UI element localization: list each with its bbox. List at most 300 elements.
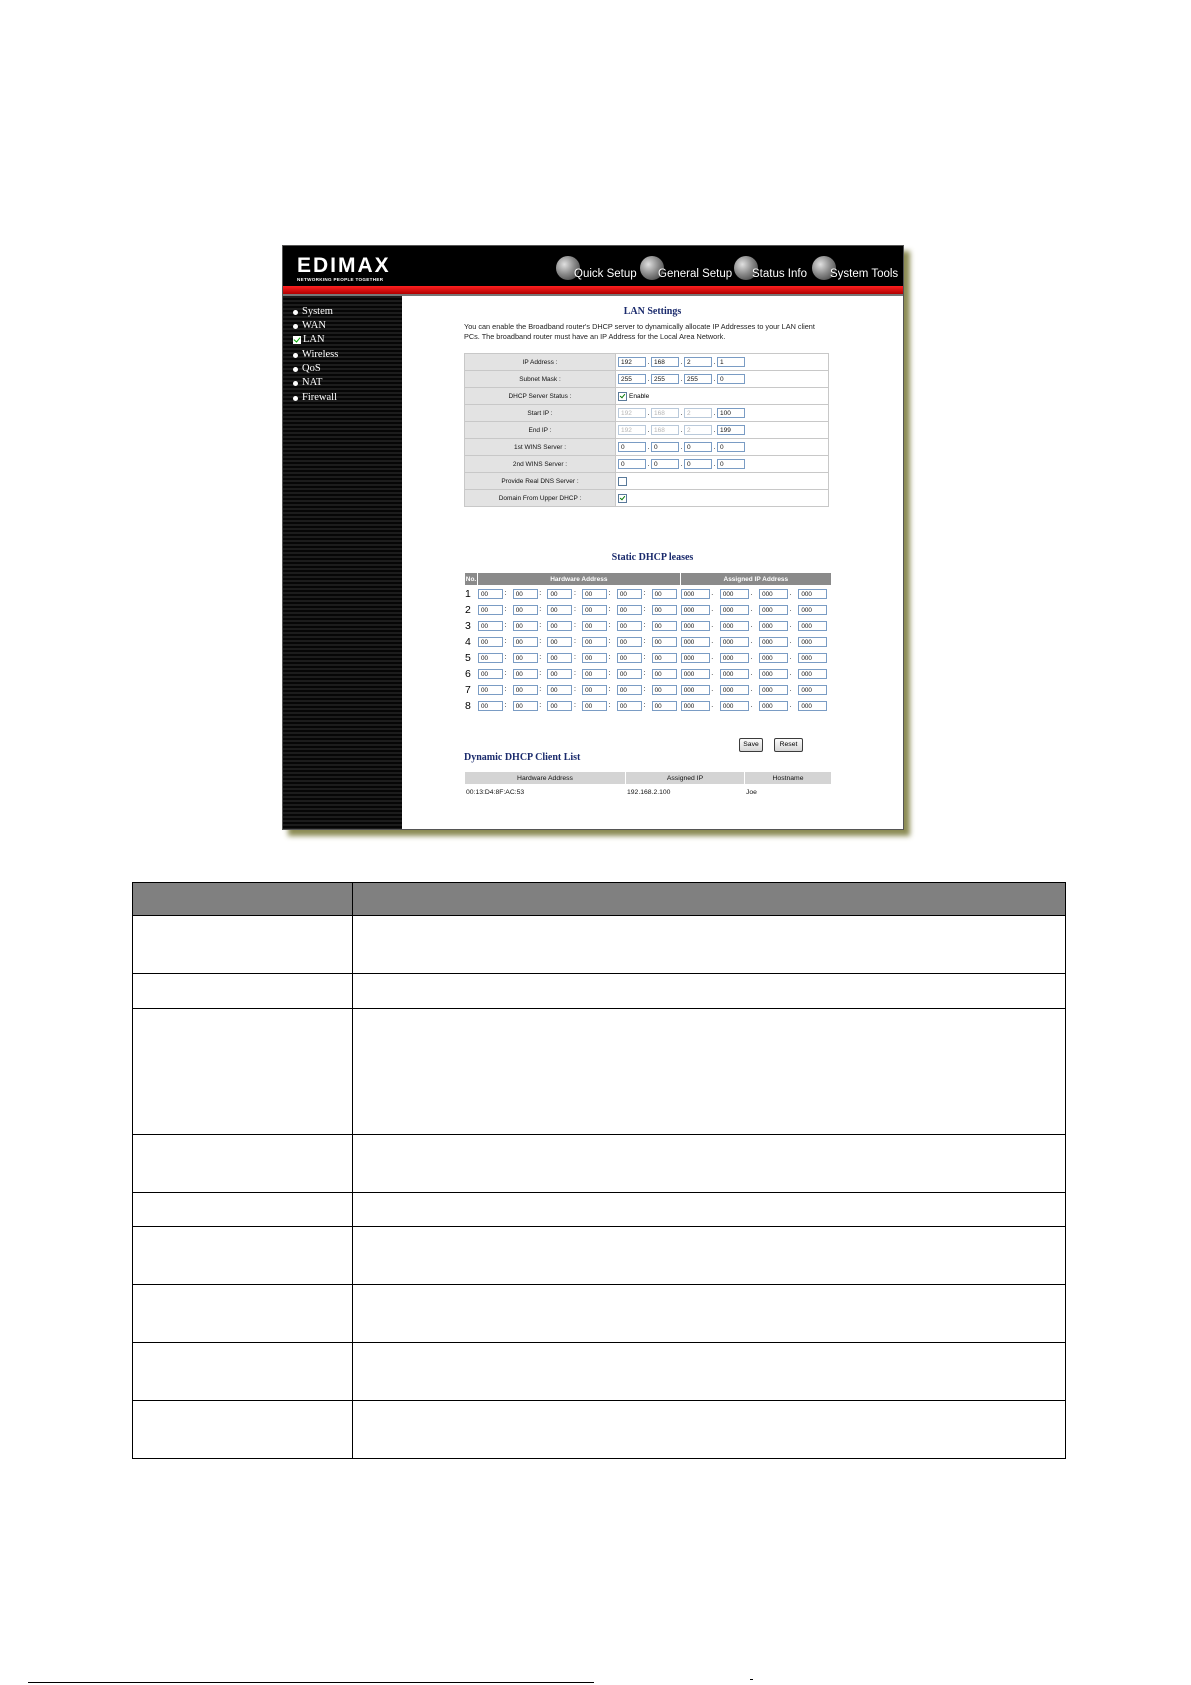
mac-cell [513,698,547,713]
colon-separator: : [573,638,576,645]
mac-cell [513,586,547,601]
ip-octet-input[interactable]: 000 [759,605,788,615]
dot-separator: . [647,375,650,383]
ip-octet-input[interactable]: 000 [720,621,749,631]
dot-separator: . [713,409,716,417]
field-value [616,388,829,405]
main-panel [402,296,903,829]
mac-cell [478,602,512,617]
mac-octet-input[interactable]: 00 [652,669,677,679]
mac-cell [547,666,581,681]
doc-header-cell-1 [133,883,353,916]
ip-cell [681,666,719,681]
doc-header-cell-2 [353,883,1066,916]
mac-octet-input[interactable]: 00 [652,701,677,711]
colon-separator: : [643,606,646,613]
ip-octet-input[interactable]: 000 [681,621,710,631]
dot-separator: . [680,443,683,451]
lease-row [465,698,831,713]
mac-octet-input[interactable]: 00 [513,669,538,679]
doc-cell-parameter [133,1227,353,1285]
mac-octet-input[interactable]: 00 [582,621,607,631]
ip-octet-input[interactable]: 0 [651,442,679,452]
colon-separator: : [608,670,611,677]
ip-octet-input[interactable]: 000 [720,589,749,599]
mac-octet-input[interactable]: 00 [617,621,642,631]
checkbox-label: Enable [629,392,650,400]
mac-octet-input[interactable]: 00 [652,621,677,631]
client-row [465,785,831,799]
mac-cell [652,650,680,665]
ip-octet-input[interactable]: 000 [798,589,827,599]
colon-separator: : [608,638,611,645]
lease-number: 1 [465,587,471,600]
dot-separator: . [711,686,714,693]
sidebar-item-label: Wireless [302,349,339,360]
mac-octet-input[interactable]: 00 [513,653,538,663]
ip-octet-input[interactable]: 1 [717,357,745,367]
ip-octet-input[interactable]: 000 [759,685,788,695]
sidebar-item-nat[interactable] [293,376,322,390]
ip-octet-input[interactable]: 000 [798,653,827,663]
dot-separator: . [789,670,792,677]
ip-cell [720,650,758,665]
ip-octet-input[interactable]: 000 [798,669,827,679]
dot-separator: . [789,590,792,597]
doc-cell-description [353,1285,1066,1343]
doc-cell-description [353,974,1066,1009]
col-no: No. [465,573,477,585]
mac-cell [617,650,651,665]
lease-number: 6 [465,667,471,680]
ip-octet-input: 168 [651,425,679,435]
lan-row [465,354,829,371]
colon-separator: : [539,638,542,645]
ip-octet-input[interactable]: 0 [717,442,745,452]
field-value [616,473,829,490]
ip-octet-input[interactable]: 000 [720,653,749,663]
mac-cell [652,634,680,649]
mac-octet-input[interactable]: 00 [582,637,607,647]
field-label: IP Address : [465,354,616,371]
mac-cell [547,634,581,649]
sidebar-item-lan[interactable] [293,333,325,347]
checkbox[interactable] [618,494,627,503]
description-table [132,882,1066,1459]
field-value [616,439,829,456]
mac-octet-input[interactable]: 00 [582,653,607,663]
mac-octet-input[interactable]: 00 [652,605,677,615]
dot-separator: . [711,606,714,613]
router-header [283,246,903,286]
lan-row [465,473,829,490]
dyn-col-hostname: Hostname [745,772,831,784]
mac-cell [478,634,512,649]
dot-separator: . [711,670,714,677]
mac-octet-input[interactable]: 00 [478,605,503,615]
lease-number: 2 [465,603,471,616]
dot-separator: . [750,590,753,597]
doc-row [133,1135,1066,1193]
mac-octet-input[interactable]: 00 [582,685,607,695]
dot-separator: . [647,409,650,417]
ip-octet-input[interactable]: 000 [720,605,749,615]
mac-octet-input[interactable]: 00 [617,669,642,679]
mac-octet-input[interactable]: 00 [547,669,572,679]
mac-octet-input[interactable]: 00 [617,637,642,647]
mac-octet-input[interactable]: 00 [478,621,503,631]
doc-cell-description [353,1401,1066,1459]
mac-cell [582,698,616,713]
colon-separator: : [504,670,507,677]
colon-separator: : [608,590,611,597]
ip-octet-input[interactable]: 000 [759,637,788,647]
mac-cell [478,666,512,681]
sidebar-item-label: QoS [302,363,321,374]
field-value [616,490,829,507]
mac-cell [582,602,616,617]
ip-octet-input[interactable]: 000 [798,701,827,711]
mac-cell [652,586,680,601]
doc-row [133,1285,1066,1343]
footer-mark [750,1679,753,1680]
mac-octet-input[interactable]: 00 [478,589,503,599]
field-label: Subnet Mask : [465,371,616,388]
mac-octet-input[interactable]: 00 [547,621,572,631]
lan-row [465,388,829,405]
dot-separator: . [713,426,716,434]
doc-row [133,1401,1066,1459]
sidebar-item-wan[interactable] [293,319,326,333]
colon-separator: : [608,702,611,709]
mac-octet-input[interactable]: 00 [652,637,677,647]
doc-row [133,1227,1066,1285]
mac-octet-input[interactable]: 00 [652,685,677,695]
ip-octet-input[interactable]: 000 [681,653,710,663]
lease-number: 5 [465,651,471,664]
ip-cell [759,650,797,665]
ip-cell [759,618,797,633]
doc-cell-parameter [133,1135,353,1193]
ip-cell [759,666,797,681]
ip-cell [798,650,831,665]
mac-cell [617,698,651,713]
colon-separator: : [504,638,507,645]
dot-separator: . [711,654,714,661]
mac-octet-input[interactable]: 00 [478,637,503,647]
sidebar-item-wireless[interactable] [293,348,338,362]
ip-octet-input[interactable]: 0 [684,442,712,452]
nav-general-setup[interactable] [640,252,734,286]
doc-cell-description [353,1227,1066,1285]
lease-number: 3 [465,619,471,632]
colon-separator: : [539,702,542,709]
ip-cell [798,634,831,649]
colon-separator: : [539,606,542,613]
dot-separator: . [750,702,753,709]
mac-octet-input[interactable]: 00 [582,669,607,679]
ip-octet-input[interactable]: 000 [759,669,788,679]
field-label: Domain From Upper DHCP : [465,490,616,507]
ip-octet-input[interactable]: 000 [798,605,827,615]
ip-octet-input[interactable]: 168 [651,357,679,367]
mac-octet-input[interactable]: 00 [478,685,503,695]
ip-octet-input[interactable]: 000 [720,669,749,679]
ip-octet-input[interactable]: 000 [681,701,710,711]
ip-octet-input[interactable]: 2 [684,357,712,367]
colon-separator: : [643,670,646,677]
mac-cell [582,666,616,681]
mac-octet-input[interactable]: 00 [478,701,503,711]
bullet-icon [293,396,298,401]
doc-cell-parameter [133,974,353,1009]
dot-separator: . [713,443,716,451]
mac-octet-input[interactable]: 00 [478,653,503,663]
mac-cell [652,666,680,681]
mac-octet-input[interactable]: 00 [547,701,572,711]
sidebar-item-system[interactable] [293,305,333,319]
mac-octet-input[interactable]: 00 [617,605,642,615]
doc-cell-description [353,1343,1066,1401]
lan-settings-title: LAN Settings [623,306,682,317]
mac-octet-input[interactable]: 00 [513,621,538,631]
mac-octet-input[interactable]: 00 [478,669,503,679]
lan-row [465,405,829,422]
mac-octet-input[interactable]: 00 [547,605,572,615]
colon-separator: : [643,654,646,661]
colon-separator: : [608,686,611,693]
mac-cell [617,666,651,681]
ip-octet-input[interactable]: 199 [717,425,745,435]
mac-cell [582,634,616,649]
sidebar-item-qos[interactable] [293,362,321,376]
mac-cell [513,634,547,649]
dot-separator: . [789,686,792,693]
mac-octet-input[interactable]: 00 [617,653,642,663]
mac-cell [478,618,512,633]
nav-quick-setup-label: Quick Setup [574,268,637,280]
colon-separator: : [643,702,646,709]
field-label: DHCP Server Status : [465,388,616,405]
mac-octet-input[interactable]: 00 [652,653,677,663]
ip-octet-input[interactable]: 000 [681,637,710,647]
colon-separator: : [643,686,646,693]
ip-octet-input[interactable]: 255 [684,374,712,384]
colon-separator: : [504,622,507,629]
dot-separator: . [711,622,714,629]
ip-octet-input[interactable]: 0 [618,459,646,469]
static-dhcp-table [464,572,832,714]
ip-octet-input[interactable]: 000 [681,685,710,695]
doc-cell-description [353,1193,1066,1227]
mac-octet-input[interactable]: 00 [547,653,572,663]
colon-separator: : [573,590,576,597]
ip-octet-input[interactable]: 000 [720,685,749,695]
reset-button[interactable]: Reset [774,738,803,752]
doc-cell-description [353,1009,1066,1135]
colon-separator: : [573,702,576,709]
dot-separator: . [711,590,714,597]
ip-octet-input[interactable]: 255 [618,374,646,384]
ip-octet-input[interactable]: 000 [681,605,710,615]
ip-cell [798,586,831,601]
dot-separator: . [750,622,753,629]
ip-octet-input[interactable]: 000 [681,669,710,679]
mac-octet-input[interactable]: 00 [513,605,538,615]
mac-cell [478,682,512,697]
dot-separator: . [680,375,683,383]
mac-cell [652,682,680,697]
mac-cell [617,586,651,601]
ip-cell [759,634,797,649]
ip-cell [720,666,758,681]
ip-octet-input[interactable]: 0 [717,374,745,384]
ip-octet-input[interactable]: 000 [720,701,749,711]
dot-separator: . [711,638,714,645]
ip-octet-input[interactable]: 0 [684,459,712,469]
mac-octet-input[interactable]: 00 [513,589,538,599]
mac-cell [547,650,581,665]
logo-tagline: NETWORKING PEOPLE TOGETHER [297,277,384,282]
field-label: Provide Real DNS Server : [465,473,616,490]
colon-separator: : [504,590,507,597]
client-cell: Joe [746,788,757,796]
mac-octet-input[interactable]: 00 [547,637,572,647]
mac-octet-input[interactable]: 00 [582,701,607,711]
colon-separator: : [539,670,542,677]
dot-separator: . [789,654,792,661]
doc-row [133,1343,1066,1401]
nav-general-setup-label: General Setup [658,268,733,280]
field-value [616,422,829,439]
sidebar-item-firewall[interactable] [293,391,337,405]
ip-octet-input[interactable]: 192 [618,357,646,367]
ip-cell [681,602,719,617]
mac-cell [617,634,651,649]
ip-octet-input[interactable]: 000 [720,637,749,647]
dot-separator: . [750,638,753,645]
lease-row [465,618,831,633]
ip-octet-input[interactable]: 000 [798,637,827,647]
mac-cell [582,618,616,633]
mac-cell [547,586,581,601]
checkbox[interactable] [618,477,627,486]
ip-cell [798,618,831,633]
static-dhcp-title: Static DHCP leases [611,552,694,563]
mac-octet-input[interactable]: 00 [547,685,572,695]
mac-octet-input[interactable]: 00 [652,589,677,599]
ip-octet-input[interactable]: 100 [717,408,745,418]
mac-octet-input[interactable]: 00 [617,589,642,599]
dyn-col-hardware: Hardware Address [465,772,625,784]
mac-octet-input[interactable]: 00 [513,637,538,647]
ip-octet-input: 192 [618,425,646,435]
dot-separator: . [789,622,792,629]
bullet-icon [293,353,298,358]
ip-octet-input[interactable]: 0 [651,459,679,469]
field-label: End IP : [465,422,616,439]
mac-cell [547,698,581,713]
ip-octet-input[interactable]: 000 [798,621,827,631]
sidebar [283,296,402,829]
field-value [616,371,829,388]
colon-separator: : [573,606,576,613]
field-label: Start IP : [465,405,616,422]
dot-separator: . [711,702,714,709]
lease-row [465,634,831,649]
lan-row [465,456,829,473]
colon-separator: : [504,686,507,693]
col-hardware-address: Hardware Address [478,573,680,585]
header-red-bar [283,286,903,294]
colon-separator: : [643,638,646,645]
ip-octet-input[interactable]: 000 [681,589,710,599]
ip-octet-input[interactable]: 255 [651,374,679,384]
ip-octet-input[interactable]: 000 [759,701,788,711]
mac-octet-input[interactable]: 00 [513,685,538,695]
dot-separator: . [789,702,792,709]
nav-status-info[interactable] [734,252,816,286]
colon-separator: : [504,702,507,709]
ip-cell [759,698,797,713]
mac-octet-input[interactable]: 00 [617,701,642,711]
mac-octet-input[interactable]: 00 [582,605,607,615]
mac-cell [582,682,616,697]
ip-octet-input[interactable]: 000 [798,685,827,695]
client-cell: 00:13:D4:8F:AC:53 [466,788,525,796]
mac-octet-input[interactable]: 00 [547,589,572,599]
colon-separator: : [573,654,576,661]
mac-octet-input[interactable]: 00 [513,701,538,711]
ip-cell [759,586,797,601]
mac-cell [478,586,512,601]
dot-separator: . [647,460,650,468]
sidebar-item-label: LAN [303,334,325,345]
colon-separator: : [504,606,507,613]
mac-octet-input[interactable]: 00 [617,685,642,695]
ip-octet-input[interactable]: 000 [759,589,788,599]
ip-cell [720,586,758,601]
mac-cell [513,618,547,633]
ip-cell [798,682,831,697]
doc-row [133,1009,1066,1135]
nav-quick-setup[interactable] [556,252,640,286]
nav-system-tools[interactable] [812,252,902,286]
dot-separator: . [713,460,716,468]
checkbox[interactable] [618,392,627,401]
dot-separator: . [713,375,716,383]
doc-cell-parameter [133,1009,353,1135]
lease-row [465,666,831,681]
mac-octet-input[interactable]: 00 [582,589,607,599]
colon-separator: : [608,622,611,629]
lease-row [465,602,831,617]
bullet-icon [293,324,298,329]
ip-octet-input[interactable]: 000 [759,621,788,631]
ip-octet-input[interactable]: 000 [759,653,788,663]
dot-separator: . [750,606,753,613]
ip-cell [798,602,831,617]
ip-octet-input[interactable]: 0 [618,442,646,452]
edimax-logo: EDIMAX [297,254,391,277]
save-button[interactable]: Save [739,738,763,752]
field-value [616,456,829,473]
colon-separator: : [643,622,646,629]
doc-cell-parameter [133,1401,353,1459]
ip-cell [720,618,758,633]
ip-octet-input[interactable]: 0 [717,459,745,469]
field-value [616,354,829,371]
